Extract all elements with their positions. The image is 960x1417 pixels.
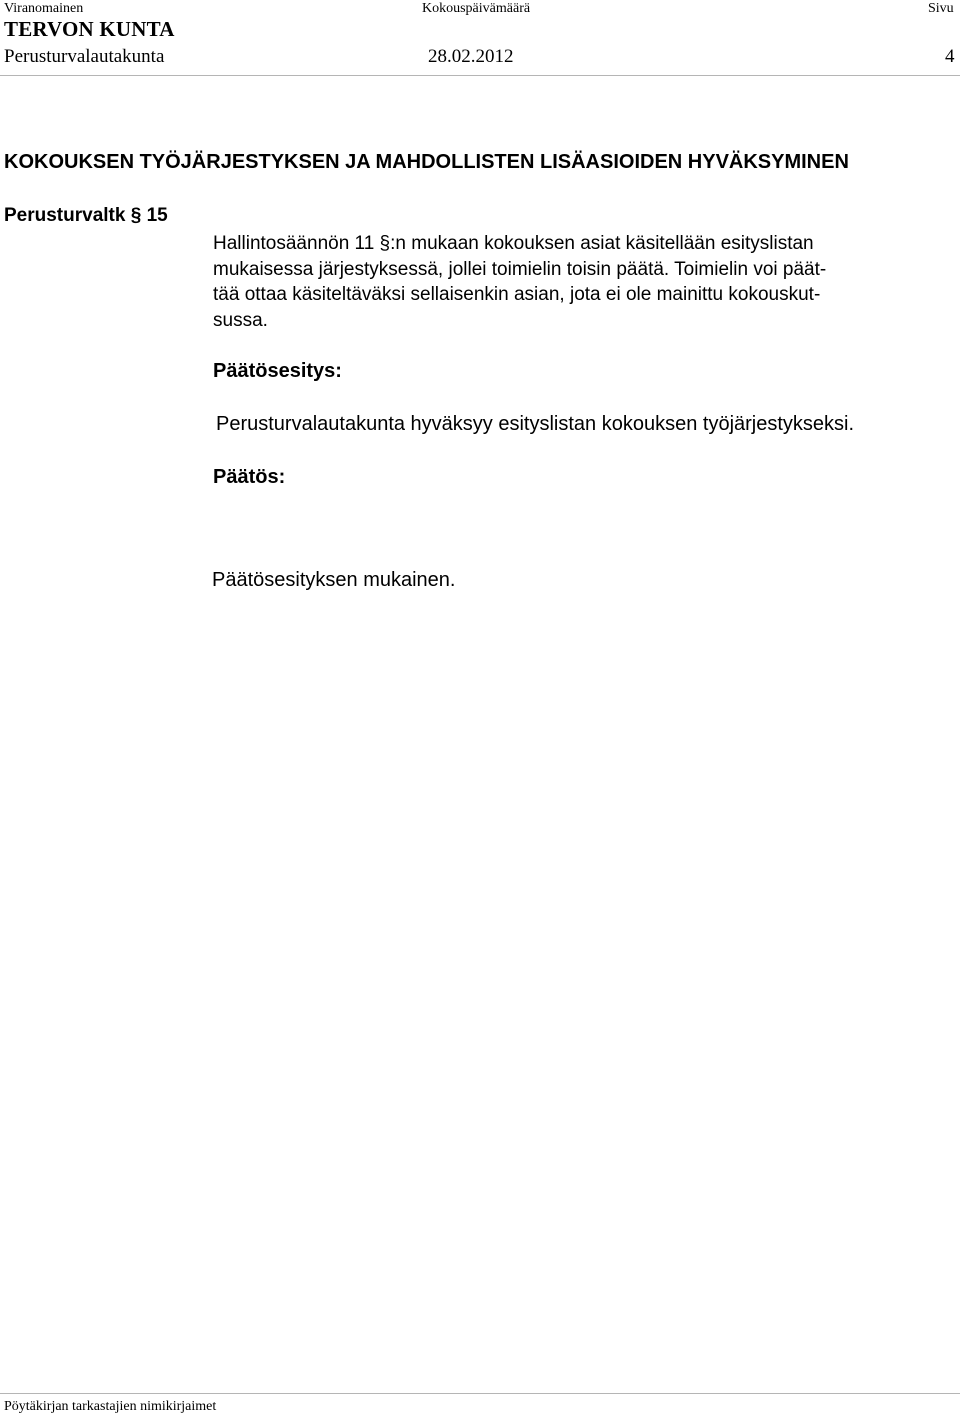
document-title: KOKOUKSEN TYÖJÄRJESTYKSEN JA MAHDOLLISTEN LISÄASIOIDEN HYVÄKSYMINEN [4,151,849,173]
body-line: mukaisessa järjestyksessä, jollei toimielin toisin päätä. Toimielin voi päät- [213,258,827,280]
body-line: sussa. [213,309,268,331]
decision-label: Päätös: [213,466,286,488]
organization-name: TERVON KUNTA [4,17,175,41]
header-meeting-date: 28.02.2012 [428,46,514,67]
proposal-text: Perusturvalautakunta hyväksyy esityslistan kokouksen työjärjestykseksi. [216,413,855,435]
body-paragraph [213,231,943,333]
proposal-label: Päätösesitys: [213,360,342,382]
header-divider [0,75,960,76]
body-line: tää ottaa käsiteltäväksi sellaisenkin asian, jota ei ole mainittu kokouskut- [213,284,821,305]
footer-divider [0,1393,960,1394]
header-authority-label: Viranomainen [4,1,84,16]
decision-text: Päätösesityksen mukainen. [212,569,456,591]
body-line: Hallintosäännön 11 §:n mukaan kokouksen asiat käsitellään esityslistan [213,233,814,254]
footer-signatures-label: Pöytäkirjan tarkastajien nimikirjaimet [4,1399,217,1414]
header-page-label: Sivu [928,1,954,16]
header-authority: Perusturvalautakunta [4,46,165,67]
header-meeting-date-label: Kokouspäivämäärä [422,1,531,16]
section-reference: Perusturvaltk § 15 [4,205,168,226]
header-page-number: 4 [945,46,955,67]
